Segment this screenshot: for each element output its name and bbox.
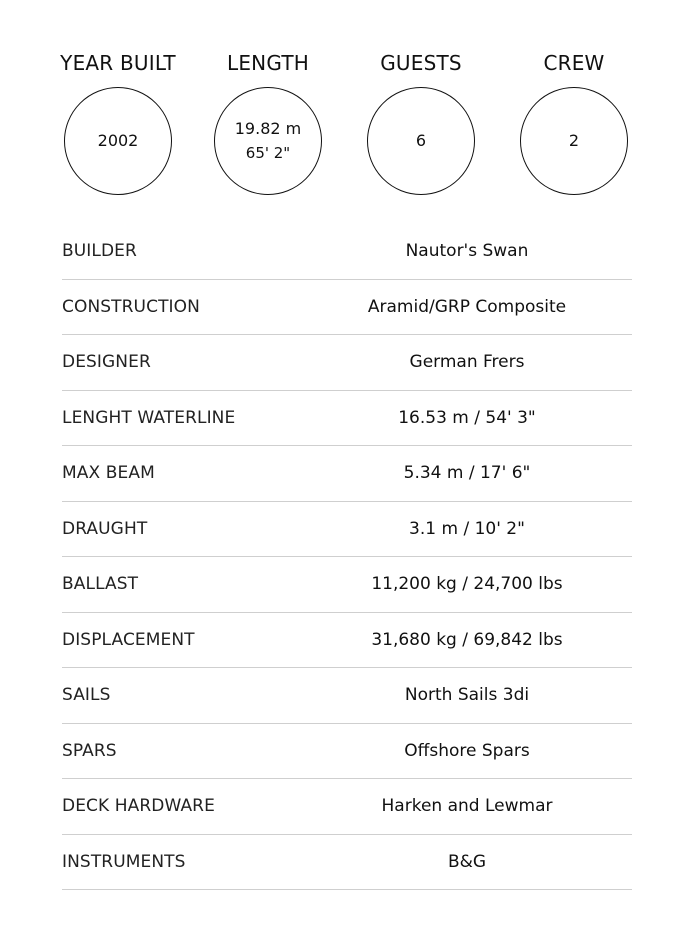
stat-value: 19.82 m: [234, 119, 302, 138]
stat-circle: [214, 87, 322, 195]
spec-value: 16.53 m / 54' 3": [398, 407, 536, 428]
stat-crew: [499, 48, 649, 150]
stat-value-imperial: 65' 2": [245, 144, 291, 162]
stat-value: 2: [568, 131, 580, 150]
spec-row-displacement: [62, 613, 632, 669]
spec-label: BUILDER: [62, 241, 137, 262]
spec-value: Nautor's Swan: [405, 241, 529, 262]
spec-row-length-waterline: [62, 391, 632, 447]
spec-row-instruments: [62, 835, 632, 891]
spec-label: LENGHT WATERLINE: [62, 407, 236, 428]
spec-row-builder: [62, 224, 632, 280]
stat-label: CREW: [543, 51, 605, 75]
stat-guests: [346, 48, 496, 150]
stat-length: [193, 48, 343, 162]
spec-value: Harken and Lewmar: [381, 796, 553, 817]
stat-label: GUESTS: [380, 51, 462, 75]
stat-circle: [367, 87, 475, 195]
spec-label: DECK HARDWARE: [62, 796, 215, 817]
spec-label: SAILS: [62, 685, 111, 706]
spec-label: DESIGNER: [62, 352, 151, 373]
stat-label: LENGTH: [227, 51, 309, 75]
stat-label: YEAR BUILT: [60, 51, 176, 75]
spec-value: 5.34 m / 17' 6": [403, 463, 531, 484]
spec-row-deck-hardware: [62, 779, 632, 835]
spec-label: MAX BEAM: [62, 463, 155, 484]
spec-value: B&G: [447, 851, 487, 872]
stat-circle: [64, 87, 172, 195]
spec-value: Offshore Spars: [404, 740, 530, 761]
spec-value: 11,200 kg / 24,700 lbs: [371, 574, 563, 595]
spec-row-spars: [62, 724, 632, 780]
spec-value: Aramid/GRP Composite: [367, 296, 567, 317]
spec-row-sails: [62, 668, 632, 724]
stat-circle: [520, 87, 628, 195]
spec-label: BALLAST: [62, 574, 139, 595]
stat-value: 2002: [97, 131, 139, 150]
spec-row-draught: [62, 502, 632, 558]
spec-value: German Frers: [409, 352, 525, 373]
spec-label: CONSTRUCTION: [62, 296, 200, 317]
spec-value: 31,680 kg / 69,842 lbs: [371, 629, 563, 650]
spec-row-ballast: [62, 557, 632, 613]
spec-row-designer: [62, 335, 632, 391]
spec-label: SPARS: [62, 740, 117, 761]
spec-value: 3.1 m / 10' 2": [409, 518, 525, 539]
spec-label: DRAUGHT: [62, 518, 148, 539]
stat-value: 6: [415, 131, 427, 150]
spec-row-construction: [62, 280, 632, 336]
specifications-table: [62, 224, 632, 890]
key-stats: [0, 0, 690, 210]
spec-label: INSTRUMENTS: [62, 851, 186, 872]
spec-label: DISPLACEMENT: [62, 629, 195, 650]
stat-year-built: [43, 48, 193, 150]
spec-row-max-beam: [62, 446, 632, 502]
spec-value: North Sails 3di: [404, 685, 530, 706]
